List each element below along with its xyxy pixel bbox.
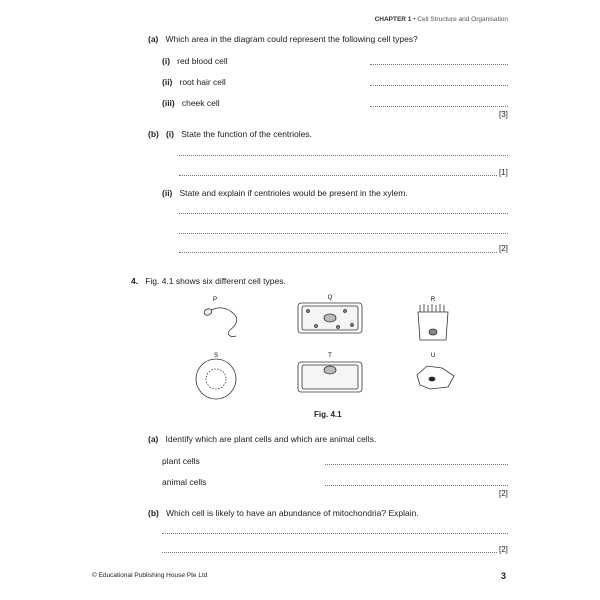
chapter-label: CHAPTER 1 (374, 16, 412, 23)
answer-line[interactable] (179, 175, 497, 176)
q3b-ii-num: (ii) (162, 188, 173, 198)
answer-line[interactable] (162, 552, 497, 553)
q3b-ii-prompt (162, 188, 408, 198)
plant-cell-t (298, 362, 362, 392)
q3a-item-3-text: cheek cell (181, 98, 220, 108)
q3a-item-2-text: root hair cell (179, 77, 226, 87)
cell-label-p: P (212, 297, 218, 303)
cell-label-t: T (328, 353, 332, 359)
answer-line[interactable] (162, 533, 508, 534)
cheek-cell-u (417, 366, 454, 389)
q3a-item-1 (162, 56, 228, 66)
q4a-label: (a) (148, 434, 159, 444)
answer-line[interactable] (179, 213, 508, 214)
q4a-mark: [2] (499, 489, 508, 498)
red-blood-cell-s (196, 359, 236, 399)
cell-label-r: R (430, 297, 436, 303)
q3a-item-3-num: (iii) (162, 98, 175, 108)
q4-number: 4. (131, 276, 139, 286)
q3a-mark: [3] (499, 110, 508, 119)
cell-label-u: U (430, 353, 436, 359)
answer-line[interactable] (370, 64, 508, 65)
q3b-ii-text: State and explain if centrioles would be present in the xylem. (179, 188, 408, 198)
fig-4-1-diagram (180, 290, 470, 405)
q3b-i-num: (i) (165, 129, 174, 139)
page-number: 3 (501, 571, 507, 581)
q3b-ii-mark: [2] (499, 244, 508, 253)
ciliated-cell-r (418, 304, 448, 340)
q4a-text: Identify which are plant cells and which are animal cells. (165, 434, 377, 444)
q3a-prompt (148, 34, 418, 44)
q4b-mark: [2] (499, 545, 508, 554)
q3b-label: (b) (148, 129, 159, 139)
q4b-text: Which cell is likely to have an abundance of mitochondria? Explain. (165, 508, 419, 518)
q3a-item-3 (162, 98, 220, 108)
header-bullet: • (413, 16, 416, 23)
q3b-i-prompt (148, 129, 312, 139)
q4-intro-text: Fig. 4.1 shows six different cell types. (145, 276, 286, 286)
figure-caption: Fig. 4.1 (314, 410, 342, 419)
running-header (375, 16, 508, 23)
animal-cells-label: animal cells (162, 477, 207, 487)
q4-intro (131, 276, 286, 286)
answer-line[interactable] (179, 252, 497, 253)
q3a-item-2 (162, 77, 226, 87)
q3a-item-1-text: red blood cell (177, 56, 228, 66)
answer-line[interactable] (179, 155, 508, 156)
q4b-prompt (148, 508, 419, 518)
plant-cells-label: plant cells (162, 456, 200, 466)
q3a-text: Which area in the diagram could represent the following cell types? (165, 34, 418, 44)
cell-label-q: Q (327, 295, 333, 301)
answer-line[interactable] (325, 464, 508, 465)
cell-label-s: S (213, 353, 219, 359)
section-title: Cell Structure and Organisation (417, 16, 508, 23)
q3a-item-1-num: (i) (162, 56, 171, 66)
answer-line[interactable] (325, 485, 508, 486)
q3a-item-2-num: (ii) (162, 77, 173, 87)
copyright: © Educational Publishing House Pte Ltd (92, 572, 208, 579)
q4a-prompt (148, 434, 376, 444)
answer-line[interactable] (179, 233, 508, 234)
q4b-label: (b) (148, 508, 159, 518)
q3b-i-text: State the function of the centrioles. (181, 129, 312, 139)
q3b-i-mark: [1] (499, 168, 508, 177)
answer-line[interactable] (370, 106, 508, 107)
plant-cell-q (298, 303, 362, 333)
q3a-label: (a) (148, 34, 159, 44)
answer-line[interactable] (370, 85, 508, 86)
sperm-cell-p (203, 308, 237, 337)
